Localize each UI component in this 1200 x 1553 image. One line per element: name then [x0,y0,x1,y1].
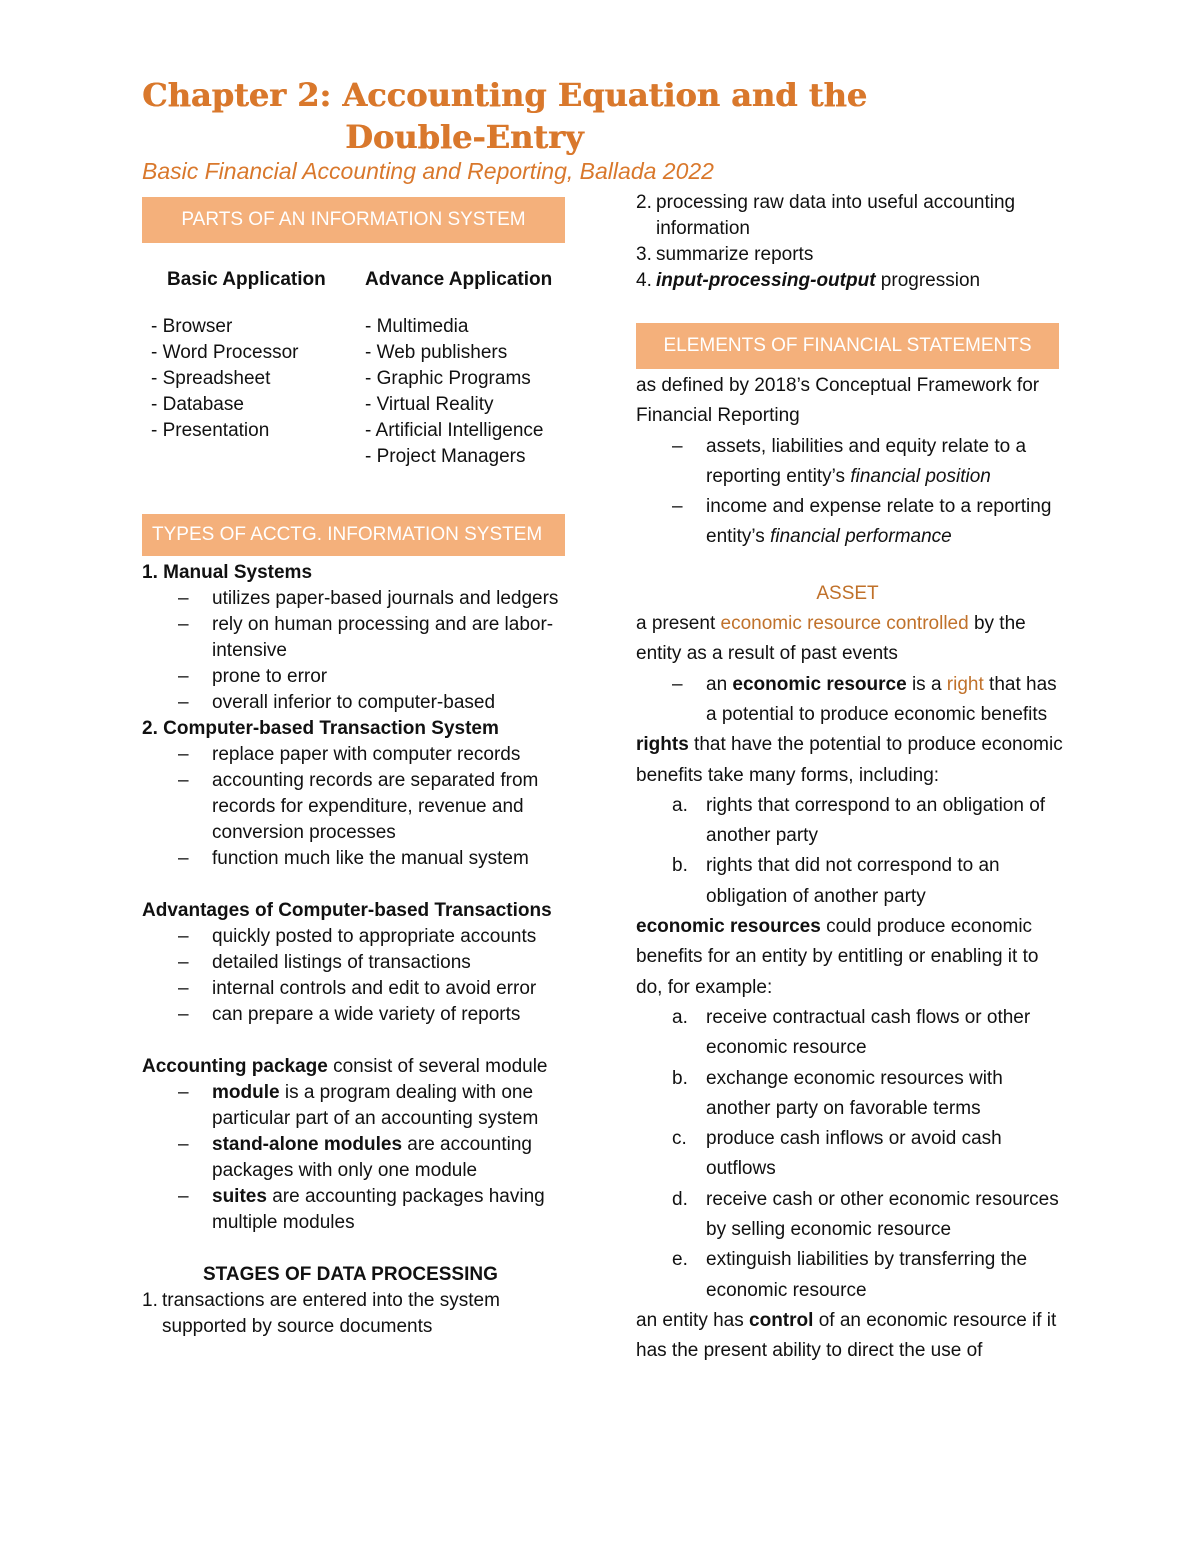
list-item: - Virtual Reality [365,394,494,415]
accounting-package-list [142,1080,582,1236]
list-item: a. rights that correspond to an obligation of another party [672,794,1046,847]
title-line-1: Chapter 2: Accounting Equation and the [142,76,867,114]
framework-intro: as defined by 2018’s Conceptual Framework for Financial Reporting [636,375,1040,427]
list-item: - Web publishers [365,342,508,363]
list-item: - Artificial Intelligence [365,420,544,441]
banner-elements-of-financial-statements: ELEMENTS OF FINANCIAL STATEMENTS [636,323,1059,369]
list-item: e. extinguish liabilities by transferring the economic resource [672,1249,1028,1301]
manual-systems-list [142,586,582,716]
rights-paragraph: rights that have the potential to produce economic benefits take many forms, including: [636,734,1063,786]
applications-table [142,267,582,470]
advantages-heading: Advantages of Computer-based Transactions [142,900,552,921]
advantages-section [142,898,582,1028]
list-item: - Multimedia [365,316,469,337]
list-item: – suites are accounting packages having multiple modules [178,1186,545,1233]
banner-types-of-accounting-information-system: TYPES OF ACCTG. INFORMATION SYSTEM [142,514,565,556]
stages-list-continued [636,190,1066,294]
list-item: – stand-alone modules are accounting packages with only one module [178,1134,532,1181]
list-item: - Spreadsheet [151,368,271,389]
list-item: 3. summarize reports [636,244,814,265]
list-item: – module is a program dealing with one particular part of an accounting system [178,1082,539,1129]
list-item: 4. input-processing-output progression [636,270,981,291]
framework-section [636,371,1066,553]
list-item: d. receive cash or other economic resources by selling economic resource [672,1188,1059,1241]
list-item: – accounting records are separated from records for expenditure, revenue and conversion processes [178,770,539,843]
stages-list [142,1288,582,1340]
list-item: – rely on human processing and are labor-intensive [178,614,554,661]
list-item: – prone to error [178,666,328,687]
list-item: – overall inferior to computer-based [178,692,496,713]
list-item: - Graphic Programs [365,368,531,389]
title-block [142,74,1042,158]
list-item: - Database [151,394,244,415]
right-column [636,190,1066,1367]
computer-based-list [142,742,582,872]
stages-section [142,1262,582,1340]
control-paragraph: an entity has control of an economic resource if it has the present ability to direct the use of [636,1309,1057,1362]
accounting-package-intro: Accounting package consist of several module [142,1056,548,1077]
list-item: – income and expense relate to a reporting entity’s financial performance [672,496,1052,548]
asset-heading: ASSET [816,582,879,604]
page-title [142,74,1042,158]
list-item: – internal controls and edit to avoid error [178,978,537,999]
manual-systems-heading: 1. Manual Systems [142,562,313,583]
list-item: b. rights that did not correspond to an obligation of another party [672,855,1000,907]
computer-based-heading: 2. Computer-based Transaction System [142,718,499,739]
economic-resources-paragraph: economic resources could produce economic benefits for an entity by entitling or enabling it to do, for example: [636,916,1039,998]
advance-application-column [365,267,563,470]
manual-systems-section [142,560,582,872]
list-item: c. produce cash inflows or avoid cash outflows [672,1128,1002,1180]
list-item: – can prepare a wide variety of reports [178,1004,521,1025]
left-column [142,197,582,1340]
subtitle: Basic Financial Accounting and Reporting, Ballada 2022 [142,158,714,184]
basic-application-heading: Basic Application [167,269,326,290]
list-item: – assets, liabilities and equity relate to a reporting entity’s financial position [672,435,1027,487]
list-item: – an economic resource is a right that has a potential to produce economic benefits [672,673,1057,725]
list-item: - Browser [151,316,233,337]
list-item: a. receive contractual cash flows or other economic resource [672,1006,1031,1059]
title-line-2: Double-Entry [345,118,584,156]
list-item: - Presentation [151,420,270,441]
rights-list [636,791,1066,912]
list-item: - Word Processor [151,342,299,363]
list-item: – utilizes paper-based journals and ledgers [178,588,559,609]
list-item: 1. transactions are entered into the system supported by source documents [142,1290,500,1337]
list-item: - Project Managers [365,446,526,467]
accounting-package-section [142,1054,582,1236]
advantages-list [142,924,582,1028]
stages-heading: STAGES OF DATA PROCESSING [203,1264,498,1285]
basic-application-column [151,267,365,470]
list-item: – replace paper with computer records [178,744,521,765]
advance-application-heading: Advance Application [365,269,553,290]
framework-list [636,432,1066,553]
list-item: – detailed listings of transactions [178,952,471,973]
asset-list [636,670,1066,731]
list-item: – function much like the manual system [178,848,529,869]
asset-section [636,579,1066,1367]
economic-resources-list [636,1003,1066,1306]
list-item: 2. processing raw data into useful accounting information [636,192,1016,239]
list-item: b. exchange economic resources with another party on favorable terms [672,1067,1003,1119]
asset-definition: a present economic resource controlled by the entity as a result of past events [636,613,1026,665]
list-item: – quickly posted to appropriate accounts [178,926,537,947]
banner-parts-of-information-system: PARTS OF AN INFORMATION SYSTEM [142,197,565,243]
